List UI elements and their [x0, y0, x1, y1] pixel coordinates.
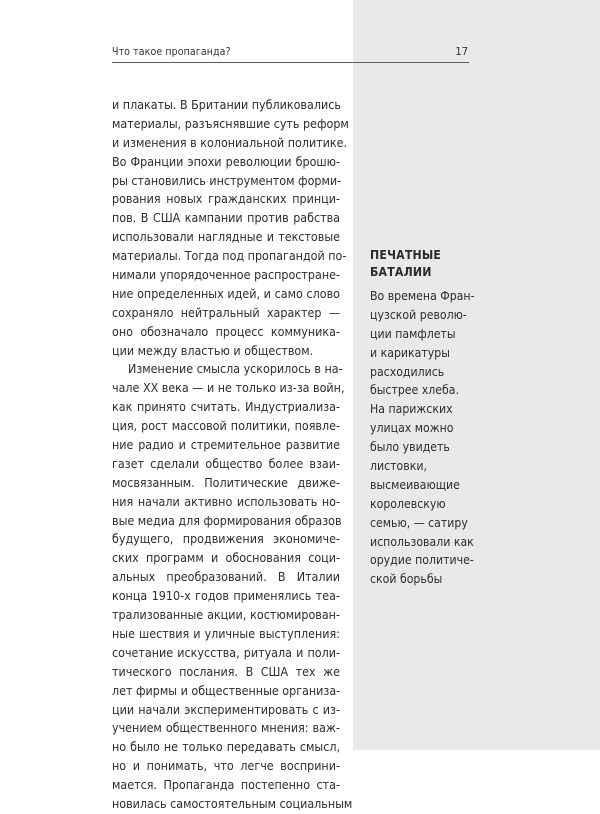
sidebar-text-line: высмеивающие	[370, 477, 460, 492]
text-line: лет фирмы и общественные организа-	[112, 682, 341, 698]
text-line: ции между властью и обществом.	[112, 342, 314, 358]
text-line: сочетание искусства, ритуала и поли-	[112, 644, 340, 660]
text-line: но и понимать, что легче восприни-	[112, 758, 340, 774]
text-line: ских программ и обоснования соци-	[112, 550, 340, 566]
text-line: конца 1910-х годов применялись теа-	[112, 588, 340, 604]
text-line: Изменение смысла ускорилось в на-	[128, 361, 343, 377]
text-line: нимали упорядоченное распростране-	[112, 267, 340, 283]
text-line: ция, рост массовой политики, появле-	[112, 418, 340, 434]
text-line: но было не только передавать смысл,	[112, 739, 340, 755]
sidebar-text-line: На парижских	[370, 402, 453, 417]
header-rule	[112, 62, 469, 63]
text-line: рования новых гражданских принци-	[112, 191, 340, 207]
text-line: учением общественного мнения: важ-	[112, 720, 340, 736]
text-line: как принято считать. Индустриализа-	[112, 399, 340, 415]
text-line: и изменения в колониальной политике.	[112, 134, 348, 150]
sidebar-text-line: цузской револю-	[370, 307, 467, 322]
text-line: ции начали экспериментировать с из-	[112, 701, 340, 717]
sidebar-text-line: королевскую	[370, 496, 446, 511]
text-line: альных преобразований. В Италии	[112, 569, 340, 585]
running-head: Что такое пропаганда?	[112, 46, 231, 58]
sidebar-title-line: БАТАЛИИ	[370, 264, 432, 279]
sidebar-text-line: орудие политиче-	[370, 553, 474, 568]
text-line: и плакаты. В Британии публиковались	[112, 97, 341, 112]
text-line: материалы, разъяснявшие суть реформ	[112, 115, 349, 131]
sidebar-text-line: ской борьбы	[370, 572, 443, 587]
page-number: 17	[455, 45, 468, 58]
text-line: Во Франции эпохи революции брошю-	[112, 153, 340, 169]
sidebar-text	[370, 287, 486, 589]
text-line: вые медиа для формирования образов	[112, 512, 342, 528]
sidebar-text-line: ции памфлеты	[370, 326, 456, 341]
sidebar-text-line: расходились	[370, 364, 445, 379]
sidebar-text-line: быстрее хлеба.	[370, 383, 459, 398]
text-line: тического послания. В США тех же	[112, 663, 340, 679]
sidebar-title-line: ПЕЧАТНЫЕ	[370, 248, 442, 262]
text-line: использовали наглядные и текстовые	[112, 229, 340, 245]
text-line: ния начали активно использовать но-	[112, 493, 340, 509]
text-line: чале XX века — и не только из-за войн,	[112, 380, 345, 396]
text-line: будущего, продвижения экономиче-	[112, 531, 340, 547]
text-line: оно обозначало процесс коммуника-	[112, 323, 340, 339]
text-line: новилась самостоятельным социальным	[112, 795, 353, 811]
text-line: ние определенных идей, и само слово	[112, 285, 340, 301]
sidebar-title	[370, 247, 441, 280]
main-text-column	[112, 96, 353, 814]
sidebar-text-line: использовали как	[370, 534, 474, 549]
text-line: мается. Пропаганда постепенно ста-	[112, 777, 340, 793]
sidebar-text-line: было увидеть	[370, 440, 450, 455]
text-line: сохраняло нейтральный характер —	[112, 304, 340, 320]
text-line: пов. В США кампании против рабства	[112, 210, 340, 226]
sidebar-text-line: Во времена Фран-	[370, 289, 475, 303]
sidebar-text-line: и карикатуры	[370, 345, 450, 360]
text-line: ры становились инструментом форми-	[112, 172, 342, 188]
text-line: трализованные акции, костюмирован-	[112, 607, 340, 623]
text-line: ние радио и стремительное развитие	[112, 437, 340, 453]
text-line: газет сделали общество более взаи-	[112, 455, 340, 471]
sidebar-text-line: улицах можно	[370, 421, 454, 436]
sidebar-text-line: листовки,	[370, 459, 427, 474]
sidebar-text-line: семью, — сатиру	[370, 515, 468, 530]
text-line: ные шествия и уличные выступления:	[112, 625, 340, 641]
text-line: мосвязанным. Политические движе-	[112, 474, 340, 490]
text-line: материалы. Тогда под пропагандой по-	[112, 248, 347, 264]
